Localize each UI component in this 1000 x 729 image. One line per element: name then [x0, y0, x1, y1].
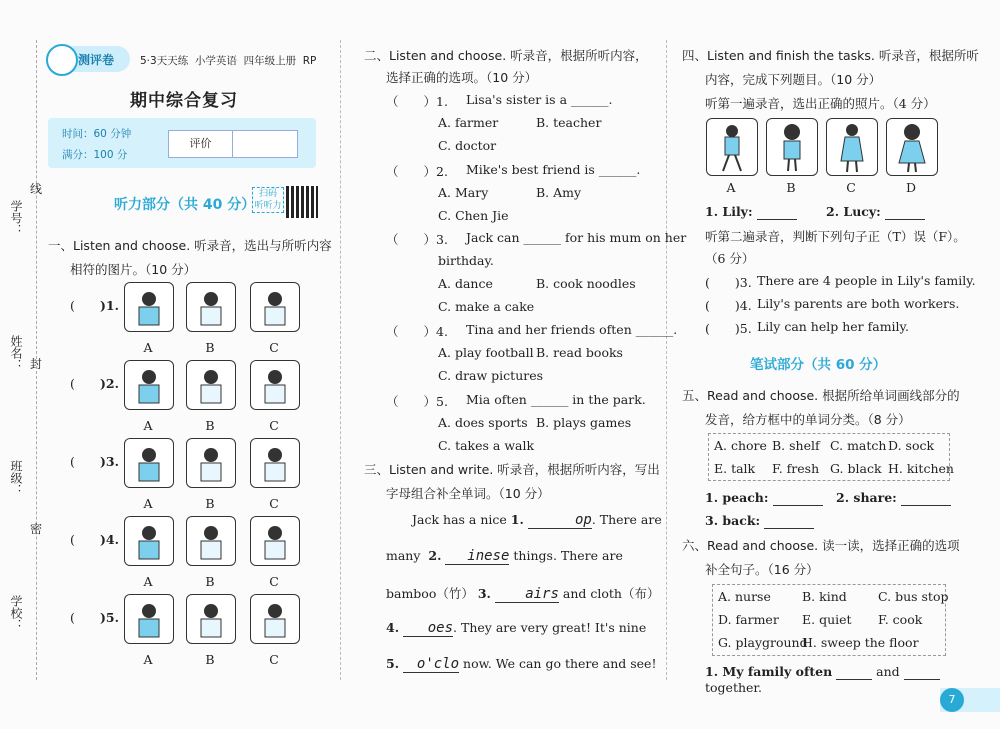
tf-text: Lily's parents are both workers.: [757, 296, 960, 311]
part5-word: D. sock: [888, 438, 935, 453]
part2-option-b[interactable]: B. plays games: [536, 415, 632, 430]
part1-letter: B: [205, 652, 215, 667]
tf-num[interactable]: ( )3.: [705, 275, 752, 290]
part5-blank-3[interactable]: [764, 513, 814, 529]
part6-option: E. quiet: [802, 612, 852, 627]
answer-2[interactable]: inese: [445, 548, 509, 565]
part5-blank-2[interactable]: [901, 490, 951, 506]
part1-letter: A: [143, 496, 153, 511]
part2-title-2: 选择正确的选项。（10 分）: [386, 70, 538, 85]
answer-4[interactable]: oes: [403, 620, 453, 637]
part6-option: F. cook: [878, 612, 923, 627]
column-divider-1: [340, 40, 341, 680]
part1-letter: C: [269, 496, 279, 511]
part1-picture: [186, 282, 236, 332]
name-label: 姓名：: [9, 335, 23, 371]
score-label: 满分：100 分: [62, 149, 128, 161]
class-label: 班级：: [9, 460, 23, 496]
time-label: 时间：60 分钟: [62, 128, 132, 140]
part3-title-2: 字母组合补全单词。（10 分）: [386, 486, 550, 501]
tf-text: Lily can help her family.: [757, 319, 909, 334]
part1-num[interactable]: )2.: [100, 376, 119, 391]
badge: [46, 46, 130, 72]
part2-option-a[interactable]: A. farmer: [438, 115, 499, 130]
part1-picture: [124, 594, 174, 644]
evaluation-label: 评价: [169, 131, 233, 157]
photo-label-d: D: [905, 180, 917, 195]
column-divider-2: [666, 40, 667, 680]
part4-sub2b: （6 分）: [705, 251, 755, 266]
part2-q-num[interactable]: （ ）3.: [386, 232, 448, 247]
part6-option: G. playground: [718, 635, 808, 650]
evaluation-box[interactable]: [168, 130, 298, 158]
part1-picture: [250, 438, 300, 488]
tf-num[interactable]: ( )4.: [705, 298, 752, 313]
part1-letter: C: [269, 652, 279, 667]
part2-title: 二、Listen and choose. 听录音，根据所听内容，: [364, 48, 648, 63]
part3-line-1: Jack has a nice 1. op. There are: [412, 512, 662, 528]
badge-label: 测评卷: [78, 53, 115, 67]
part3-line-3: bamboo（竹） 3. airs and cloth（布）: [386, 586, 660, 602]
part2-q-text: Jack can ______ for his mum on her: [466, 230, 687, 245]
part1-letter: C: [269, 574, 279, 589]
part1-letter: A: [143, 652, 153, 667]
page-title: 期中综合复习: [130, 91, 238, 111]
part4-sub1: 听第一遍录音，选出正确的照片。（4 分）: [705, 96, 936, 111]
part1-paren: (: [70, 532, 75, 547]
header-series: 5·3天天练 小学英语 四年级上册 RP: [140, 55, 317, 67]
answer-3[interactable]: airs: [495, 586, 559, 603]
part1-letter: C: [269, 418, 279, 433]
writing-heading: 笔试部分（共 60 分）: [750, 357, 887, 373]
part4-title-2: 内容，完成下列题目。（10 分）: [705, 72, 882, 87]
photo-c: [826, 118, 878, 176]
part2-option-c[interactable]: C. make a cake: [438, 299, 535, 314]
scan-label: 扫码 听听力: [252, 187, 284, 213]
photo-label-a: A: [726, 180, 736, 195]
part5-word: C. match: [830, 438, 887, 453]
qr-code-icon: [286, 186, 318, 218]
photo-d: [886, 118, 938, 176]
part2-option-c[interactable]: C. Chen Jie: [438, 208, 509, 223]
mascot-icon: [46, 44, 78, 76]
info-box: [48, 118, 316, 168]
part3-line-4: 4. oes. They are very great! It's nine: [386, 620, 647, 636]
part1-picture: [124, 438, 174, 488]
part1-paren: (: [70, 376, 75, 391]
part1-num[interactable]: )1.: [100, 298, 119, 313]
part1-paren: (: [70, 298, 75, 313]
part2-option-c[interactable]: C. doctor: [438, 138, 497, 153]
part5-word: A. chore: [714, 438, 767, 453]
photo-a: [706, 118, 758, 176]
part1-picture: [124, 360, 174, 410]
part1-picture: [250, 594, 300, 644]
part2-q-num[interactable]: （ ）2.: [386, 164, 448, 179]
school-label: 学校：: [9, 595, 23, 631]
part2-q-text: Mia often ______ in the park.: [466, 392, 646, 407]
part5-title-2: 发音，给方框中的单词分类。（8 分）: [705, 412, 911, 427]
part2-q-text: Lisa's sister is a ______.: [466, 92, 613, 107]
answer-5[interactable]: o'clo: [403, 656, 459, 673]
part1-paren: (: [70, 454, 75, 469]
photo-label-b: B: [786, 180, 796, 195]
part5-blank-1[interactable]: [773, 490, 823, 506]
part2-option-c[interactable]: C. takes a walk: [438, 438, 535, 453]
part5-word: H. kitchen: [888, 461, 954, 476]
part6-title-2: 补全句子。（16 分）: [705, 562, 819, 577]
part3-title: 三、Listen and write. 听录音，根据所听内容，写出: [364, 462, 660, 477]
part1-paren: (: [70, 610, 75, 625]
part2-q-num[interactable]: （ ）5.: [386, 394, 448, 409]
part5-word: F. fresh: [772, 461, 820, 476]
secret-mark: 密: [30, 522, 43, 536]
part2-q-num[interactable]: （ ）4.: [386, 324, 448, 339]
part5-word: G. black: [830, 461, 882, 476]
part2-option-b[interactable]: B. read books: [536, 345, 623, 360]
part2-q-text: Tina and her friends often ______.: [466, 322, 678, 337]
listening-heading: 听力部分（共 40 分）: [114, 197, 256, 213]
part1-picture: [250, 516, 300, 566]
lily-answer-blank[interactable]: [757, 204, 797, 220]
part6-title: 六、Read and choose. 读一读，选择正确的选项: [682, 538, 960, 553]
part1-picture: [124, 282, 174, 332]
part2-option-b[interactable]: B. cook noodles: [536, 276, 636, 291]
lucy-question: 2. Lucy:: [826, 204, 925, 220]
part6-blank-1a[interactable]: [836, 664, 872, 680]
part2-q-text2: birthday.: [438, 253, 494, 268]
part2-q-num[interactable]: （ ）1.: [386, 94, 448, 109]
part2-option-a[interactable]: A. Mary: [438, 185, 489, 200]
part1-letter: A: [143, 418, 153, 433]
part1-letter: B: [205, 418, 215, 433]
part5-q1: 1. peach:: [705, 490, 823, 506]
part1-title-2: 相符的图片。（10 分）: [70, 262, 197, 277]
part1-letter: A: [143, 340, 153, 355]
tf-text: There are 4 people in Lily's family.: [757, 273, 976, 288]
part2-q-text: Mike's best friend is ______.: [466, 162, 641, 177]
lily-question: 1. Lily:: [705, 204, 797, 220]
part2-option-a[interactable]: A. play football: [438, 345, 534, 360]
part1-picture: [250, 282, 300, 332]
lucy-answer-blank[interactable]: [885, 204, 925, 220]
answer-1[interactable]: op: [528, 512, 592, 529]
part1-picture: [124, 516, 174, 566]
part6-q1: 1. My family often and together.: [705, 664, 1000, 695]
part5-title: 五、Read and choose. 根据所给单词画线部分的: [682, 388, 960, 403]
part1-num[interactable]: )5.: [100, 610, 119, 625]
part1-picture: [186, 594, 236, 644]
seal-mark: 封: [30, 357, 43, 371]
part5-word: E. talk: [714, 461, 756, 476]
part2-option-b[interactable]: B. teacher: [536, 115, 602, 130]
part1-picture: [186, 516, 236, 566]
photo-label-c: C: [846, 180, 856, 195]
part1-picture: [186, 360, 236, 410]
part1-picture: [186, 438, 236, 488]
part1-letter: C: [269, 340, 279, 355]
part1-letter: A: [143, 574, 153, 589]
part6-option: H. sweep the floor: [802, 635, 919, 650]
part1-picture: [250, 360, 300, 410]
part6-option: C. bus stop: [878, 589, 949, 604]
line-mark: 线: [30, 182, 43, 196]
part1-title: 一、Listen and choose. 听录音，选出与所听内容: [48, 238, 332, 253]
part1-letter: B: [205, 496, 215, 511]
part5-q2: 2. share:: [836, 490, 951, 506]
part5-word: B. shelf: [772, 438, 820, 453]
part4-title: 四、Listen and finish the tasks. 听录音，根据所听: [682, 48, 979, 63]
part4-sub2: 听第二遍录音，判断下列句子正（T）误（F）。: [705, 229, 966, 244]
part5-q3: 3. back:: [705, 513, 814, 529]
part1-letter: B: [205, 574, 215, 589]
part3-line-5: 5. o'clo now. We can go there and see!: [386, 656, 657, 672]
part2-option-a[interactable]: A. dance: [438, 276, 493, 291]
part6-option: D. farmer: [718, 612, 779, 627]
part1-letter: B: [205, 340, 215, 355]
part1-num[interactable]: )3.: [100, 454, 119, 469]
part6-option: B. kind: [802, 589, 847, 604]
part6-blank-1b[interactable]: [904, 664, 940, 680]
part3-line-2: many 2. inese things. There are: [386, 548, 623, 564]
page-number: 7: [940, 688, 964, 712]
part2-option-b[interactable]: B. Amy: [536, 185, 582, 200]
tf-num[interactable]: ( )5.: [705, 321, 752, 336]
student-no-label: 学号：: [9, 200, 23, 236]
part1-num[interactable]: )4.: [100, 532, 119, 547]
part6-option: A. nurse: [718, 589, 771, 604]
part2-option-c[interactable]: C. draw pictures: [438, 368, 544, 383]
part2-option-a[interactable]: A. does sports: [438, 415, 528, 430]
photo-b: [766, 118, 818, 176]
